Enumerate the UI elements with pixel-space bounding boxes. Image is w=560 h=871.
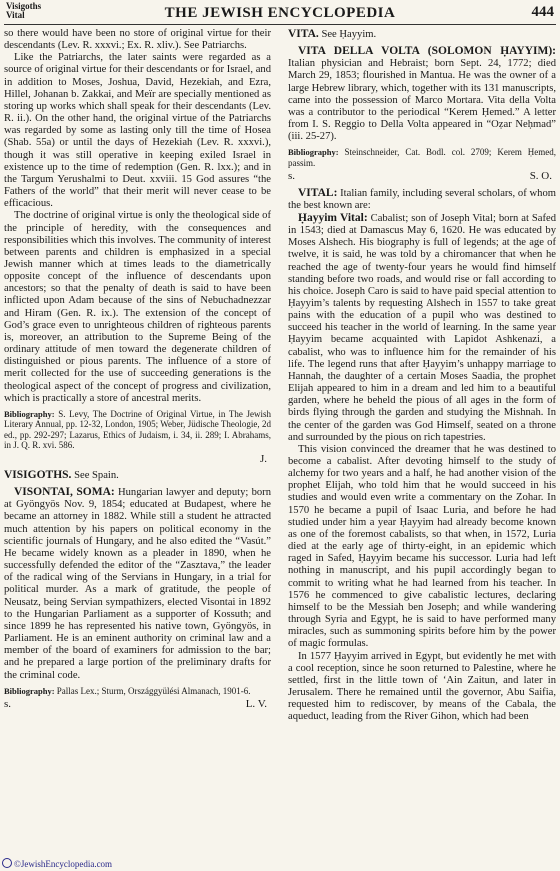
footer-credit[interactable] [2,858,112,869]
paragraph: This vision convinced the dreamer that he was destined to become a cabalist. After devoting himself to the study of alchemy for two years and a half, he had another vision of the prophet Elijah, who told him that he would succeed in his studies and would even write a commentary on the Zohar. In 1570 he became a pupil of Isaac Luria, and before he had studied under him a year Ḥayyim had already become known as one of the foremost cabalists, so that when, in 1572, Luria died at the early age of thirty-eight, in an epidemic which raged in Safed, Ḥayyim became his successor. Luria had left nothing in manuscript, and his pupil accordingly began to commit to writing what he had learned from his teacher. In 1576 he commenced to give cabalistic lectures, declaring himself to be the Messiah ben Joseph; and while wandering through Syria and Egypt, he is said to have performed many miracles, such as summoning spirits before him by the power of magic formulas. [288,443,556,650]
author-signature: S. O. [529,170,552,183]
entry-heading: VITAL: [298,186,338,199]
bibliography [4,409,271,451]
signature-row [288,170,552,182]
entry-visigoths [4,469,271,482]
entry-heading: VISONTAI, SOMA: [14,486,115,499]
bibliography-label: Bibliography: [4,685,55,696]
classification-mark: s. [4,698,12,711]
entry-hayyim-vital [288,212,556,444]
paragraph: so there would have been no store of original virtue for their descendants (Lev. R. xxxvi.; Ex. R. xliv.). See Patriarchs. [4,28,271,52]
paragraph: The doctrine of original virtue is only the theological side of the principle of heredity, with the consequences and responsibilities which this involves. The community of interest between parents and children is emphasized in a special Jewish manner which at times leads to the diametrically opposite concept of the influence of descendants upon ancestors; so that the penalty of death is said to have been inflicted upon Adam because of the sins of Nebuchadnezzar and Hiram (Gen. R. ix.). The extension of the concept of God’s grace even to unrighteous children of righteous parents is, moreover, an attribution to the Supreme Being of the ordinary attitude of men toward the degenerate children of distinguished or pious parents. The influence of a store of merit collected for the use of succeeding generations is the theological aspect of the concept of progress and civilization, which is practically a store of ancestral merits. [4,210,271,404]
running-title: THE JEWISH ENCYCLOPEDIA [164,5,396,21]
copyright-icon [2,858,12,868]
bibliography-label: Bibliography: [4,408,55,419]
entry-vita-della-volta [288,45,556,143]
entry-heading: VISIGOTHS. [4,469,72,481]
bibliography [288,147,556,168]
entry-text: Hungarian lawyer and deputy; born at Gyöngyös Nov. 9, 1854; educated at Budapest, where he became an attorney in 1882. While still a student he attracted much attention by his papers on political economy in the scientific journals of Hungary, and he also edited the “Vasút.” He became widely known as a pleader in 1890, when he successfully defended the editor of the “Zasztava,” the leader of the radical wing of the Servians in Hungary, in a trial for political murder. As a mark of gratitude, the people of Neusatz, being Servian sympathizers, elected Visontai in 1892 to the Hungarian Parliament as a supporter of Kossuth; and since 1899 he has represented his native town, Gyöngyös, in Parliament. He is an eminent authority on criminal law and a member of the board of examiners for admission to the bar; and he prepared a large portion of the preliminary drafts for the criminal code. [4,487,271,681]
paragraph: In 1577 Ḥayyim arrived in Egypt, but evidently he met with a cool reception, since he soon returned to Palestine, where he settled, first in the little town of ‘Ain Zaitun, and later in Jerusalem. There he remained until the governor, Abu Saifia, requested him to rediscover, by means of the Cabala, the aqueduct, leading from the River Gihon, which had been [288,650,556,723]
classification-mark: s. [288,170,296,183]
entry-heading: VITA. [288,28,319,40]
entry-text: See Spain. [74,470,119,481]
left-column [4,28,271,850]
entry-text: See Ḥayyim. [321,29,377,40]
author-signature: L. V. [245,698,267,711]
bibliography-text: Pallas Lex.; Sturm, Országgyülési Almanach, 1901-6. [56,685,251,696]
author-signature: J. [259,452,267,465]
signature-row [4,698,267,710]
entry-vital [288,187,556,212]
entry-text: Italian family, including several scholars, of whom the best known are: [288,187,556,211]
entry-heading: VITA DELLA VOLTA (SOLOMON ḤAYYIM): [298,45,556,58]
entry-text: Italian physician and Hebraist; born Sept. 24, 1772; died March 29, 1853; flourished in Mantua. He was the owner of a large Hebrew library, which, together with its 131 manuscripts, came into the possession of Marco Mortara. Vita della Volta was a contributor to the periodical “Kerem Ḥemed.” A letter from I. S. Reggio to Della Volta appeared in “Oẓar Neḥmad” (iii. 25-27). [288,58,556,143]
page-number: 444 [531,4,554,20]
entry-vita [288,28,556,41]
footer-credit-text: ©JewishEncyclopedia.com [14,859,113,869]
guide-word-bottom: Vital [6,10,25,20]
bibliography [4,686,271,697]
entry-text: Cabalist; son of Joseph Vital; born at Safed in 1543; died at Damascus May 6, 1620. He was educated by Moses Alshech. His biography is full of legends; at the age of twelve, it is said, he was told by a chiromancer that when he reached the age of twenty-four years he would find himself standing before two roads, and would rise or fall according to his choice. Joseph Caro is said to have paid special attention to Ḥayyim’s talents by requesting Alshech in 1557 to take great pains with the education of a pupil who was destined to succeed his teacher in the world of learning. In the same year Ḥayyim became acquainted with Lapidot Ashkenazi, a cabalist, who was to influence him for the remainder of his life. The legend runs that after Ḥayyim’s unhappy marriage to Hannah, the daughter of a certain Moses Saadia, the prophet Elijah appeared to him in a dream and led him to a beautiful garden, where he beheld the pious of all ages in the form of birds flying through the garden and studying the Mishnah. In the center of the garden was God Himself, seated on a throne and surrounded by the pious on rich tapestries. [288,212,556,443]
entry-visontai [4,486,271,682]
bibliography-text: S. Levy, The Doctrine of Original Virtue, in The Jewish Literary Annual, pp. 12-32, London, 1905; Weber, Jüdische Theologie, 2d ed., pp. 292-297; Lazarus, Ethics of Judaism, i. 34, ii. 289; I. Abrahams, in J. Q. R. xvi. 586. [4,408,271,451]
page-header [4,2,556,25]
right-column [288,28,556,850]
entry-heading: Ḥayyim Vital: [298,211,368,224]
paragraph: Like the Patriarchs, the later saints were regarded as a source of original virtue for their descendants or for Israel, and in addition to Moses, Joshua, David, Hezekiah, and Ezra, Hillel, Johanan b. Zakkai, and Meïr are specially mentioned as storing up works which shall speak for their descendants (Lev. R. ii.). On the other hand, the original virtue of the Patriarchs was regarded by some as lasting only till the time of Hosea (Shab. 55a) or until the days of Hezekiah (Lev. R. xxxvi.), though it was still operative in keeping exiled Israel in existence up to the time of redemption (Gen. R. lxx.); and in the Targum Yerushalmi to Deut. xxviii. 15 God assures “the Fathers of the world” that their merit will never cease to be efficacious. [4,52,271,210]
bibliography-text: Steinschneider, Cat. Bodl. col. 2709; Kerem Ḥemed, passim. [288,147,556,168]
guide-word-top: Visigoths [6,1,42,11]
bibliography-label: Bibliography: [288,147,339,158]
